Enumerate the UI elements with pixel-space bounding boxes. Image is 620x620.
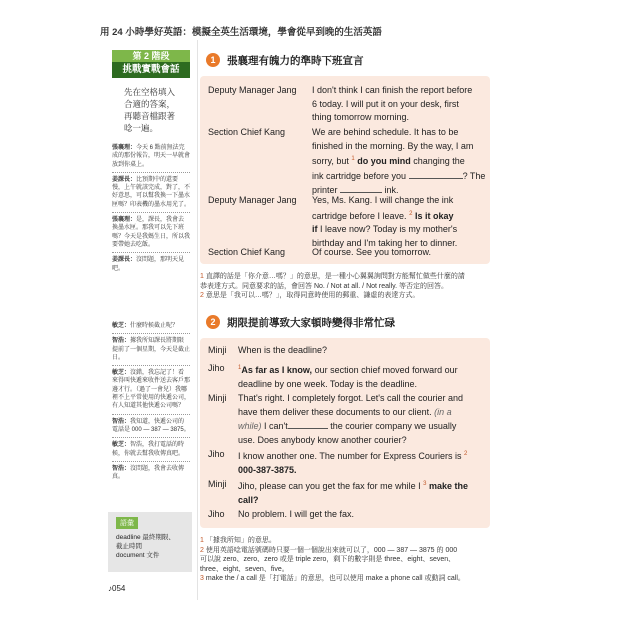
footnotes-1 xyxy=(200,272,490,301)
translation-line: 敏芝：什麼時候截止呢？ xyxy=(112,323,179,329)
footnote-cont: 可以說 zero、zero、zero 或是 triple zero，剩下的數字則是 three、eight、seven、 xyxy=(200,556,456,563)
translation-line: 姜課長：沒問題，那明天見吧。 xyxy=(112,257,185,272)
footnote: 1 直譯的話是「你介意…嗎？」的意思，是一種小心翼翼詢問對方能幫忙做些什麼的請 xyxy=(200,273,465,280)
speaker-name: Section Chief Kang xyxy=(208,127,286,137)
translation-line: 智浩：沒問題，我會去收傳真。 xyxy=(112,465,185,481)
footnote: 1 「據我所知」的意思。 xyxy=(200,537,276,544)
translation-line: 張襄理：是，課長，我會去換墨水匣。那我可以先下班嗎？今天是我媽生日，所以我要帶她去吃飯。 xyxy=(112,217,191,248)
fill-in-blank[interactable] xyxy=(409,169,463,179)
translation-line: 敏芝：智浩，我打電話的時候，你就去幫我收傳真吧。 xyxy=(112,442,185,457)
translation-sidebar-2 xyxy=(112,322,190,483)
speech-text: Of course. See you tomorrow. xyxy=(312,247,432,257)
section-2-title xyxy=(206,312,395,332)
vocab-label: 語彙 xyxy=(116,517,138,529)
stage-title: 挑戰實戰會話 xyxy=(112,62,190,78)
translation-dialog-2 xyxy=(112,322,190,481)
translation-line: 張襄理：今天 6 點前無法完成的那份報告，明天一早就會放到你桌上。 xyxy=(112,145,191,168)
speaker-name: Deputy Manager Jang xyxy=(208,85,297,95)
music-note-icon: ♪ xyxy=(108,584,112,593)
section-1-title xyxy=(206,50,364,70)
vocab-item: deadline 最終期限、 xyxy=(116,534,175,541)
speaker-name: Minji xyxy=(208,479,227,489)
translation-line: 姜課長：比預期中的還要慢，上午就該完成，對了，不好意思，可以幫我換一下墨水匣嗎？印表機的墨水用光了。 xyxy=(112,176,191,208)
speech-text: Yes, Ms. Kang. I will change the ink cartridge before I leave. $^2$ Is it okay if I leave now? Today is my mother's birthday and I'm taking her to dinner. xyxy=(312,195,458,248)
running-header: 用 24 小時學好英語：模擬全英生活環境，學會從早到晚的生活英語 xyxy=(100,27,382,38)
footnotes-2 xyxy=(200,536,490,584)
vocab-item: 截止時間 xyxy=(116,543,142,550)
translation-line: 敏芝：沒錯，我忘記了！看來得叫快遞來收件送去客戶那邊才行。（過了一會兒）我哪裡不上平常使用的快遞公司，有人知道其他快遞公司嗎？ xyxy=(112,370,191,410)
speech-text: That's right. I completely forgot. Let's call the courier and have them deliver these documents to our client. (in a while) I can't the courier company we usually use. Does anybody know another courier? xyxy=(238,393,464,445)
section-number-badge: 2 xyxy=(206,315,220,329)
speaker-name: Minji xyxy=(208,393,227,403)
stage-badge xyxy=(112,50,190,78)
instructions: 先在空格填入 合適的答案， 再聽音檔跟著 唸一遍。 xyxy=(124,87,176,133)
section-heading: 張襄理有魄力的準時下班宣言 xyxy=(227,54,364,67)
speaker-name: Section Chief Kang xyxy=(208,247,286,257)
footnote-cont: 恭表達方式。同意要求的話，會回答 No. / Not at all. / Not really. 等否定的回答。 xyxy=(200,282,449,290)
footnote-cont: three、eight、seven、five。 xyxy=(200,565,289,573)
stage-number: 第 2 階段 xyxy=(112,50,190,62)
speech-text: I don't think I can finish the report before 6 today. I will put it on your desk, first thing tomorrow morning. xyxy=(312,85,473,122)
page-number: ♪054 xyxy=(108,584,126,593)
footnote: 2 使用英語唸電話號碼時只要一個一個說出來就可以了，000 — 387 — 3875 的 000 xyxy=(200,546,458,554)
dialog-box-1 xyxy=(200,76,490,264)
footnote: 2 意思是「我可以…嗎？」，取得同意時使用的郵重、謙虛的表達方式。 xyxy=(200,292,420,299)
speech-text: Jiho, please can you get the fax for me while I $^3$ make the call? xyxy=(238,481,469,505)
fill-in-blank[interactable] xyxy=(288,419,328,429)
translation-dialog-1 xyxy=(112,144,190,273)
vocab-item: document 文件 xyxy=(116,552,160,559)
dialog-box-2 xyxy=(200,338,490,528)
translation-sidebar xyxy=(112,86,190,275)
section-heading: 期限提前導致大家頓時變得非常忙碌 xyxy=(227,316,395,329)
vocab-panel xyxy=(108,512,192,572)
fill-in-blank[interactable] xyxy=(340,183,382,193)
speech-text: When is the deadline? xyxy=(238,345,328,355)
translation-line: 智浩：據我所知課長將期限提前了一個星期，今天是截止日。 xyxy=(112,338,191,361)
speech-text: I know another one. The number for Express Couriers is $^2$ 000-387-3875. xyxy=(238,451,468,475)
section-number-badge: 1 xyxy=(206,53,220,67)
speech-text: We are behind schedule. It has to be finished in the morning. By the way, I am sorry, but $^1$ do you mind changing the ink cartridge before you ? The printer ink. xyxy=(312,127,486,195)
speech-text: $^1$As far as I know, our section chief moved forward our deadline by one week. Today is the deadline. xyxy=(238,365,458,389)
speaker-name: Jiho xyxy=(208,509,225,519)
speech-text: No problem. I will get the fax. xyxy=(238,509,355,519)
speaker-name: Jiho xyxy=(208,449,225,459)
column-divider xyxy=(197,40,198,600)
speaker-name: Minji xyxy=(208,345,227,355)
translation-line: 智浩：我知道，快遞公司的電話是 000 — 387 — 3875。 xyxy=(112,418,190,433)
speaker-name: Deputy Manager Jang xyxy=(208,195,297,205)
footnote: 3 make the / a call 是「打電話」的意思，也可以使用 make a phone call 或動詞 call。 xyxy=(200,575,465,582)
speaker-name: Jiho xyxy=(208,363,225,373)
